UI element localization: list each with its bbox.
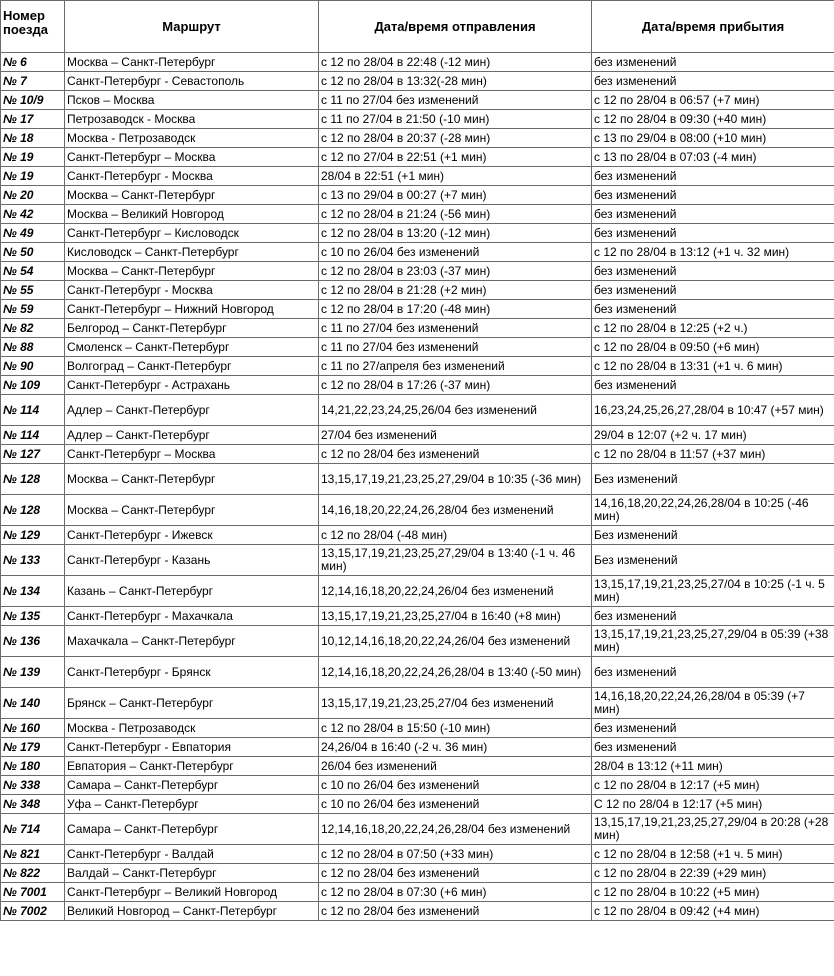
table-row — [1, 738, 834, 757]
train-number-cell: № 6 — [1, 53, 65, 72]
route-cell: Евпатория – Санкт-Петербург — [65, 757, 319, 776]
train-number-cell: № 338 — [1, 776, 65, 795]
arrival-cell: 14,16,18,20,22,24,26,28/04 в 05:39 (+7 мин) — [592, 688, 834, 719]
arrival-cell: без изменений — [592, 72, 834, 91]
departure-cell: 26/04 без изменений — [319, 757, 592, 776]
departure-cell: 12,14,16,18,20,22,24,26,28/04 без изменений — [319, 814, 592, 845]
train-number-cell: № 49 — [1, 224, 65, 243]
table-row — [1, 626, 834, 657]
route-cell: Великий Новгород – Санкт-Петербург — [65, 902, 319, 921]
departure-cell: с 12 по 28/04 в 07:50 (+33 мин) — [319, 845, 592, 864]
departure-cell: с 13 по 29/04 в 00:27 (+7 мин) — [319, 186, 592, 205]
route-cell: Санкт-Петербург - Москва — [65, 167, 319, 186]
table-row — [1, 576, 834, 607]
departure-cell: 13,15,17,19,21,23,25,27,29/04 в 10:35 (-36 мин) — [319, 464, 592, 495]
train-number-cell: № 127 — [1, 445, 65, 464]
departure-cell: с 12 по 28/04 в 07:30 (+6 мин) — [319, 883, 592, 902]
arrival-cell: Без изменений — [592, 464, 834, 495]
route-cell: Санкт-Петербург – Кисловодск — [65, 224, 319, 243]
table-row — [1, 53, 834, 72]
arrival-cell: Без изменений — [592, 526, 834, 545]
route-cell: Самара – Санкт-Петербург — [65, 776, 319, 795]
table-row — [1, 426, 834, 445]
table-row — [1, 395, 834, 426]
departure-cell: с 12 по 28/04 в 23:03 (-37 мин) — [319, 262, 592, 281]
arrival-cell: с 12 по 28/04 в 12:58 (+1 ч. 5 мин) — [592, 845, 834, 864]
route-cell: Белгород – Санкт-Петербург — [65, 319, 319, 338]
route-cell: Санкт-Петербург - Махачкала — [65, 607, 319, 626]
departure-cell: с 12 по 28/04 без изменений — [319, 902, 592, 921]
departure-cell: с 11 по 27/04 без изменений — [319, 91, 592, 110]
table-row — [1, 845, 834, 864]
table-row — [1, 224, 834, 243]
departure-cell: с 11 по 27/04 без изменений — [319, 319, 592, 338]
arrival-cell: без изменений — [592, 281, 834, 300]
header-row — [1, 1, 834, 53]
arrival-cell: без изменений — [592, 738, 834, 757]
table-row — [1, 91, 834, 110]
train-number-cell: № 90 — [1, 357, 65, 376]
table-row — [1, 376, 834, 395]
departure-cell: с 12 по 28/04 в 17:26 (-37 мин) — [319, 376, 592, 395]
departure-cell: с 12 по 28/04 в 15:50 (-10 мин) — [319, 719, 592, 738]
departure-cell: 13,15,17,19,21,23,25,27,29/04 в 13:40 (-1 ч. 46 мин) — [319, 545, 592, 576]
departure-cell: с 12 по 28/04 в 13:20 (-12 мин) — [319, 224, 592, 243]
route-cell: Смоленск – Санкт-Петербург — [65, 338, 319, 357]
arrival-cell: с 12 по 28/04 в 13:12 (+1 ч. 32 мин) — [592, 243, 834, 262]
table-row — [1, 167, 834, 186]
route-cell: Адлер – Санкт-Петербург — [65, 426, 319, 445]
arrival-cell: без изменений — [592, 186, 834, 205]
train-number-cell: № 55 — [1, 281, 65, 300]
arrival-cell: без изменений — [592, 53, 834, 72]
departure-cell: с 12 по 28/04 (-48 мин) — [319, 526, 592, 545]
route-cell: Москва – Санкт-Петербург — [65, 186, 319, 205]
departure-cell: с 10 по 26/04 без изменений — [319, 795, 592, 814]
train-number-cell: № 140 — [1, 688, 65, 719]
route-cell: Москва - Петрозаводск — [65, 129, 319, 148]
route-cell: Самара – Санкт-Петербург — [65, 814, 319, 845]
arrival-cell: 13,15,17,19,21,23,25,27,29/04 в 05:39 (+38 мин) — [592, 626, 834, 657]
table-row — [1, 883, 834, 902]
table-row — [1, 607, 834, 626]
train-number-cell: № 128 — [1, 464, 65, 495]
train-number-cell: № 7002 — [1, 902, 65, 921]
table-row — [1, 688, 834, 719]
arrival-cell: 29/04 в 12:07 (+2 ч. 17 мин) — [592, 426, 834, 445]
departure-cell: с 12 по 28/04 в 13:32(-28 мин) — [319, 72, 592, 91]
route-cell: Валдай – Санкт-Петербург — [65, 864, 319, 883]
arrival-cell: 13,15,17,19,21,23,25,27,29/04 в 20:28 (+28 мин) — [592, 814, 834, 845]
table-row — [1, 464, 834, 495]
departure-cell: с 12 по 27/04 в 22:51 (+1 мин) — [319, 148, 592, 167]
arrival-cell: с 12 по 28/04 в 12:17 (+5 мин) — [592, 776, 834, 795]
departure-cell: 13,15,17,19,21,23,25,27/04 в 16:40 (+8 мин) — [319, 607, 592, 626]
train-number-cell: № 17 — [1, 110, 65, 129]
table-row — [1, 814, 834, 845]
train-number-cell: № 59 — [1, 300, 65, 319]
arrival-cell: 16,23,24,25,26,27,28/04 в 10:47 (+57 мин) — [592, 395, 834, 426]
departure-cell: с 11 по 27/апреля без изменений — [319, 357, 592, 376]
departure-cell: с 12 по 28/04 без изменений — [319, 864, 592, 883]
train-number-cell: № 179 — [1, 738, 65, 757]
arrival-cell: с 13 по 28/04 в 07:03 (-4 мин) — [592, 148, 834, 167]
arrival-cell: с 12 по 28/04 в 13:31 (+1 ч. 6 мин) — [592, 357, 834, 376]
departure-cell: 12,14,16,18,20,22,24,26/04 без изменений — [319, 576, 592, 607]
arrival-cell: без изменений — [592, 205, 834, 224]
route-cell: Москва – Санкт-Петербург — [65, 464, 319, 495]
train-number-cell: № 821 — [1, 845, 65, 864]
train-number-cell: № 19 — [1, 167, 65, 186]
table-row — [1, 719, 834, 738]
route-cell: Казань – Санкт-Петербург — [65, 576, 319, 607]
route-cell: Москва – Санкт-Петербург — [65, 495, 319, 526]
route-cell: Уфа – Санкт-Петербург — [65, 795, 319, 814]
arrival-cell: с 12 по 28/04 в 06:57 (+7 мин) — [592, 91, 834, 110]
table-row — [1, 864, 834, 883]
train-number-cell: № 19 — [1, 148, 65, 167]
train-number-cell: № 822 — [1, 864, 65, 883]
arrival-cell: 28/04 в 13:12 (+11 мин) — [592, 757, 834, 776]
departure-cell: с 12 по 28/04 без изменений — [319, 445, 592, 464]
departure-cell: с 12 по 28/04 в 20:37 (-28 мин) — [319, 129, 592, 148]
arrival-cell: без изменений — [592, 300, 834, 319]
departure-cell: 24,26/04 в 16:40 (-2 ч. 36 мин) — [319, 738, 592, 757]
departure-cell: 14,21,22,23,24,25,26/04 без изменений — [319, 395, 592, 426]
train-number-cell: № 135 — [1, 607, 65, 626]
arrival-cell: с 12 по 28/04 в 12:25 (+2 ч.) — [592, 319, 834, 338]
route-cell: Москва - Петрозаводск — [65, 719, 319, 738]
train-number-cell: № 136 — [1, 626, 65, 657]
arrival-cell: без изменений — [592, 376, 834, 395]
arrival-cell: без изменений — [592, 224, 834, 243]
table-row — [1, 148, 834, 167]
departure-cell: с 10 по 26/04 без изменений — [319, 776, 592, 795]
route-cell: Москва – Великий Новгород — [65, 205, 319, 224]
table-row — [1, 757, 834, 776]
arrival-cell: с 13 по 29/04 в 08:00 (+10 мин) — [592, 129, 834, 148]
table-row — [1, 72, 834, 91]
route-cell: Москва – Санкт-Петербург — [65, 262, 319, 281]
arrival-cell: без изменений — [592, 657, 834, 688]
table-body — [1, 53, 834, 921]
route-cell: Санкт-Петербург - Ижевск — [65, 526, 319, 545]
arrival-cell: 13,15,17,19,21,23,25,27/04 в 10:25 (-1 ч. 5 мин) — [592, 576, 834, 607]
departure-cell: с 10 по 26/04 без изменений — [319, 243, 592, 262]
route-cell: Санкт-Петербург – Великий Новгород — [65, 883, 319, 902]
route-cell: Брянск – Санкт-Петербург — [65, 688, 319, 719]
arrival-cell: Без изменений — [592, 545, 834, 576]
header-route: Маршрут — [65, 1, 319, 53]
arrival-cell: 14,16,18,20,22,24,26,28/04 в 10:25 (-46 мин) — [592, 495, 834, 526]
table-row — [1, 110, 834, 129]
train-number-cell: № 134 — [1, 576, 65, 607]
header-train-number: Номер поезда — [1, 1, 65, 53]
train-number-cell: № 180 — [1, 757, 65, 776]
departure-cell: 27/04 без изменений — [319, 426, 592, 445]
train-number-cell: № 128 — [1, 495, 65, 526]
train-number-cell: № 114 — [1, 395, 65, 426]
departure-cell: 28/04 в 22:51 (+1 мин) — [319, 167, 592, 186]
train-number-cell: № 160 — [1, 719, 65, 738]
table-row — [1, 319, 834, 338]
header-arrival: Дата/время прибытия — [592, 1, 834, 53]
route-cell: Санкт-Петербург - Брянск — [65, 657, 319, 688]
route-cell: Санкт-Петербург – Москва — [65, 148, 319, 167]
train-number-cell: № 129 — [1, 526, 65, 545]
departure-cell: с 12 по 28/04 в 22:48 (-12 мин) — [319, 53, 592, 72]
table-row — [1, 300, 834, 319]
table-row — [1, 495, 834, 526]
train-number-cell: № 7001 — [1, 883, 65, 902]
departure-cell: 14,16,18,20,22,24,26,28/04 без изменений — [319, 495, 592, 526]
route-cell: Санкт-Петербург - Казань — [65, 545, 319, 576]
train-number-cell: № 348 — [1, 795, 65, 814]
route-cell: Санкт-Петербург – Нижний Новгород — [65, 300, 319, 319]
train-number-cell: № 20 — [1, 186, 65, 205]
route-cell: Кисловодск – Санкт-Петербург — [65, 243, 319, 262]
table-row — [1, 902, 834, 921]
table-row — [1, 357, 834, 376]
route-cell: Санкт-Петербург – Москва — [65, 445, 319, 464]
table-row — [1, 281, 834, 300]
route-cell: Махачкала – Санкт-Петербург — [65, 626, 319, 657]
train-number-cell: № 7 — [1, 72, 65, 91]
table-row — [1, 243, 834, 262]
arrival-cell: с 12 по 28/04 в 09:42 (+4 мин) — [592, 902, 834, 921]
train-number-cell: № 133 — [1, 545, 65, 576]
departure-cell: 10,12,14,16,18,20,22,24,26/04 без изменений — [319, 626, 592, 657]
train-number-cell: № 82 — [1, 319, 65, 338]
route-cell: Санкт-Петербург - Валдай — [65, 845, 319, 864]
train-number-cell: № 714 — [1, 814, 65, 845]
table-row — [1, 205, 834, 224]
departure-cell: 12,14,16,18,20,22,24,26,28/04 в 13:40 (-50 мин) — [319, 657, 592, 688]
table-row — [1, 526, 834, 545]
route-cell: Петрозаводск - Москва — [65, 110, 319, 129]
route-cell: Адлер – Санкт-Петербург — [65, 395, 319, 426]
table-row — [1, 186, 834, 205]
train-number-cell: № 18 — [1, 129, 65, 148]
arrival-cell: С 12 по 28/04 в 12:17 (+5 мин) — [592, 795, 834, 814]
route-cell: Санкт-Петербург - Москва — [65, 281, 319, 300]
table-row — [1, 776, 834, 795]
train-number-cell: № 88 — [1, 338, 65, 357]
arrival-cell: с 12 по 28/04 в 11:57 (+37 мин) — [592, 445, 834, 464]
route-cell: Москва – Санкт-Петербург — [65, 53, 319, 72]
departure-cell: с 11 по 27/04 в 21:50 (-10 мин) — [319, 110, 592, 129]
departure-cell: с 12 по 28/04 в 21:24 (-56 мин) — [319, 205, 592, 224]
header-departure: Дата/время отправления — [319, 1, 592, 53]
train-number-cell: № 109 — [1, 376, 65, 395]
train-number-cell: № 42 — [1, 205, 65, 224]
table-row — [1, 129, 834, 148]
train-number-cell: № 10/9 — [1, 91, 65, 110]
route-cell: Санкт-Петербург - Евпатория — [65, 738, 319, 757]
departure-cell: с 11 по 27/04 без изменений — [319, 338, 592, 357]
table-row — [1, 338, 834, 357]
train-number-cell: № 114 — [1, 426, 65, 445]
arrival-cell: без изменений — [592, 262, 834, 281]
table-row — [1, 545, 834, 576]
route-cell: Санкт-Петербург - Севастополь — [65, 72, 319, 91]
table-row — [1, 657, 834, 688]
arrival-cell: без изменений — [592, 719, 834, 738]
route-cell: Волгоград – Санкт-Петербург — [65, 357, 319, 376]
departure-cell: с 12 по 28/04 в 17:20 (-48 мин) — [319, 300, 592, 319]
train-number-cell: № 50 — [1, 243, 65, 262]
route-cell: Санкт-Петербург - Астрахань — [65, 376, 319, 395]
arrival-cell: с 12 по 28/04 в 22:39 (+29 мин) — [592, 864, 834, 883]
table-row — [1, 262, 834, 281]
arrival-cell: без изменений — [592, 167, 834, 186]
arrival-cell: с 12 по 28/04 в 10:22 (+5 мин) — [592, 883, 834, 902]
train-number-cell: № 54 — [1, 262, 65, 281]
departure-cell: с 12 по 28/04 в 21:28 (+2 мин) — [319, 281, 592, 300]
table-row — [1, 445, 834, 464]
departure-cell: 13,15,17,19,21,23,25,27/04 без изменений — [319, 688, 592, 719]
table-row — [1, 795, 834, 814]
arrival-cell: с 12 по 28/04 в 09:30 (+40 мин) — [592, 110, 834, 129]
arrival-cell: без изменений — [592, 607, 834, 626]
arrival-cell: с 12 по 28/04 в 09:50 (+6 мин) — [592, 338, 834, 357]
train-number-cell: № 139 — [1, 657, 65, 688]
route-cell: Псков – Москва — [65, 91, 319, 110]
